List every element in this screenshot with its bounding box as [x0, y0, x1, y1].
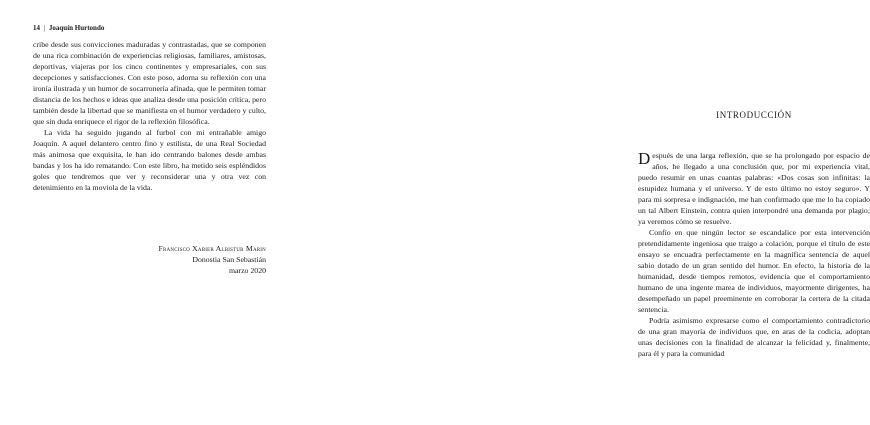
left-page-body — [33, 39, 266, 193]
header-author: Joaquín Hurtondo — [48, 24, 105, 32]
paragraph: La vida ha seguido jugando al furbol con mi entrañable amigo Joaquín. A aquel delantero centro fino y estilista, de una Real Sociedad más animosa que exquisita, le han ido centrando balones desde ambas bandas y los ha ido rematando. Con este libro, ha metido seis espléndidos goles que tendremos que ver y reconsiderar una y otra vez con detenimiento en la moviola de la vida. — [33, 128, 266, 192]
signature-block — [33, 243, 266, 276]
page-number: 14 — [33, 24, 40, 32]
paragraph: Podría asimismo expresarse como el comportamiento contradictorio de una gran mayoría de individuos que, en aras de la codicia, adoptan unas decisiones con la finalidad de alcanzar la felicidad y, finalmente, para él y para la comunidad — [638, 316, 870, 358]
signature-date: marzo 2020 — [228, 266, 266, 275]
left-page — [0, 0, 300, 425]
drop-cap: D — [638, 149, 651, 168]
running-header — [33, 24, 104, 32]
paragraph: cribe desde sus convicciones maduradas y contrastadas, que se componen de una rica combinación de experiencias religiosas, familiares, amistosas, deportivas, viajeras por los cinco continentes y empresariales, con sus decepciones y satisfacciones. Con este poso, adorna su reflexión con una ironía ilustrada y un humor de socarronería afinada, que le permiten tomar distancia de los hechos e ideas que analiza desde una posición crítica, pero también desde la libertad que se manifiesta en el humor verdadero y culto, que sin duda enriquece el rigor de la reflexión filosófica. — [33, 40, 266, 126]
chapter-title: INTRODUCCIÓN — [716, 110, 792, 120]
header-separator: | — [43, 24, 46, 32]
paragraph — [638, 150, 870, 227]
signature-name: Francisco Xabier Albistur Marin — [158, 244, 266, 253]
paragraph-text: espués de una larga reflexión, que se ha prolongado por espacio de años, he llegado a una conclusión que, por mi experiencia vital, puedo resumir en unas cuantas palabras: «Dos cosas son infinitas: la estupidez humana y el universo. Y de esto último no estoy seguro». Y para mi sorpresa e indignación, me han confirmado que me lo ha copiado un tal Albert Einstein, contra quien interpondré una demanda por plagio; ya veremos cómo se resuelve. — [638, 151, 870, 226]
right-page — [300, 0, 870, 425]
right-page-body — [638, 150, 870, 359]
signature-place: Donostia San Sebastián — [192, 255, 266, 264]
paragraph: Confío en que ningún lector se escandalice por esta intervención pretendidamente ingeniosa que traigo a colación, porque el título de este ensayo se encuadra perfectamente en la magnífica sentencia de aquel sabio dotado de un gran sentido del humor. En efecto, la historia de la humanidad, desde tiempos remotos, evidencia que el comportamiento humano de una ingente marea de individuos, mayormente dirigentes, ha desempeñado un papel preeminente en corroborar la certera de la citada sentencia. — [638, 228, 870, 314]
